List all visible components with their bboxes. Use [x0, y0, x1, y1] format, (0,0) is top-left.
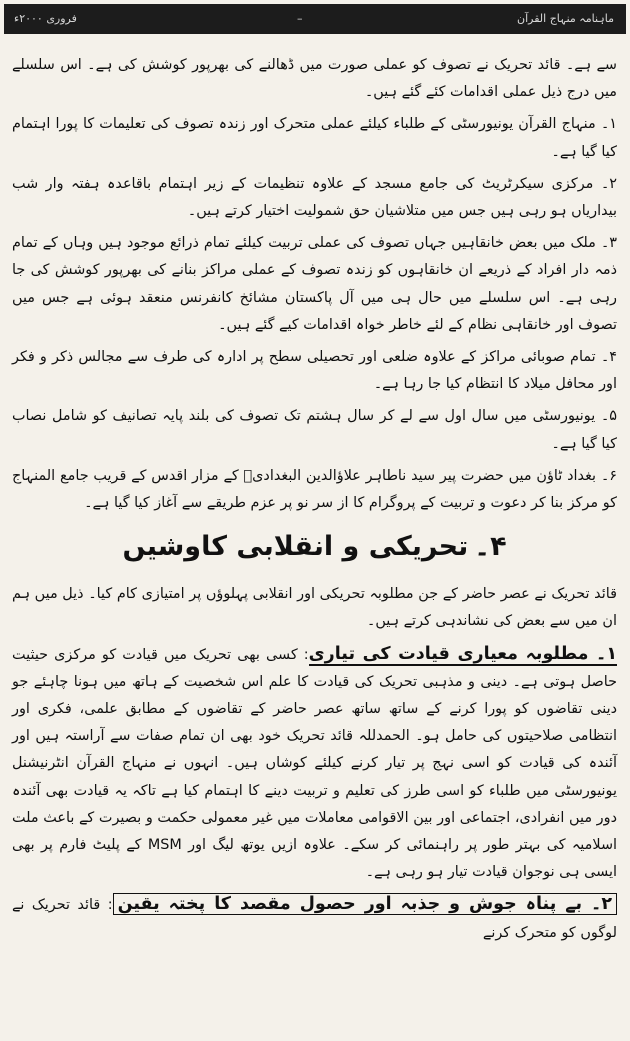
- header-magazine-name: ماہنامہ منہاج القرآن: [517, 12, 614, 25]
- list-item-3: ۳۔ ملک میں بعض خانقاہیں جہاں تصوف کی عملی تربیت کیلئے تمام ذرائع موجود ہیں وہاں کے تمام ذمہ دار افراد کے ذریعے ان خانقاہوں کو زندہ تصوف کے عملی مراکز بنانے کی بھرپور کوشش کی جا رہی ہے۔ اس سلسلے میں حال ہی میں آل پاکستان مشائخ کانفرنس منعقد ہوئی ہے جس میں تصوف اور خانقاہی نظام کے لئے خاطر خواہ اقدامات کیے گئے ہیں۔: [12, 235, 617, 333]
- subsection-2-title: ۲۔ بے پناہ جوش و جذبہ اور حصول مقصد کا پختہ یقین: [113, 893, 617, 915]
- section-intro: قائد تحریک نے عصر حاضر کے جن مطلوبہ تحریکی اور انقلابی پہلوؤں پر امتیازی کام کیا۔ ذیل میں ہم ان میں سے بعض کی نشاندہی کرتے ہیں۔: [12, 586, 617, 630]
- subsection-2: [12, 891, 617, 946]
- paragraph-intro: سے ہے۔ قائد تحریک نے تصوف کو عملی صورت میں ڈھالنے کی بھرپور کوشش کی ہے۔ اس سلسلے میں درج ذیل عملی اقدامات کئے گئے ہیں۔: [12, 57, 617, 101]
- section-title: تحریکی و انقلابی کاوشیں: [122, 531, 469, 563]
- subsection-1: [12, 641, 617, 887]
- list-item-4: ۴۔ تمام صوبائی مراکز کے علاوہ ضلعی اور تحصیلی سطح پر ادارہ کی طرف سے مجالس ذکر و فکر اور محافل میلاد کا انتظام کیا جا رہا ہے۔: [12, 349, 617, 393]
- article-body: [12, 52, 617, 952]
- list-item-1: ۱۔ منہاج القرآن یونیورسٹی کے طلباء کیلئے عملی متحرک اور زندہ تصوف کی تعلیمات کا پورا اہتمام کیا گیا ہے۔: [12, 116, 617, 160]
- subsection-1-title: ۱۔ مطلوبہ معیاری قیادت کی تیاری: [308, 643, 617, 664]
- list-item-6: ۶۔ بغداد ٹاؤن میں حضرت پیر سید ناطاہر علاؤالدین البغدادیؒ کے مزار اقدس کے قریب جامع المنہاج کو مرکز بنا کر دعوت و تربیت کے پروگرام کا از سر نو پر عزم طریقے سے آغاز کیا گیا ہے۔: [12, 467, 617, 512]
- section-heading: [12, 525, 617, 569]
- list-item-2: ۲۔ مرکزی سیکرٹریٹ کی جامع مسجد کے علاوہ تنظیمات کے زیر اہتمام باقاعدہ ہفتہ وار شب بیداریاں ہو رہی ہیں جس میں متلاشیان حق شمولیت اختیار کرتے ہیں۔: [12, 175, 617, 220]
- header-separator: –: [297, 12, 303, 25]
- header-date: فروری ۲۰۰۰ء: [14, 12, 77, 25]
- section-number: ۴۔: [474, 531, 507, 563]
- subsection-2-text: : قائد تحریک نے لوگوں کو متحرک کرنے: [12, 897, 617, 941]
- header-bar: [4, 4, 626, 34]
- list-item-5: ۵۔ یونیورسٹی میں سال اول سے لے کر سال ہشتم تک تصوف کی بلند پایہ تصانیف کو شامل نصاب کیا گیا ہے۔: [12, 408, 617, 452]
- subsection-1-text: : کسی بھی تحریک میں قیادت کو مرکزی حیثیت حاصل ہوتی ہے۔ دینی و مذہبی تحریک کی قیادت کا علم اس شخصیت کے ہاتھ میں ہونا چاہئے جو دینی تقاضوں کو پورا کرنے کے ساتھ ساتھ عصر حاضر کے تقاضوں کے مطابق علمی، فکری اور انتظامی صلاحیتوں کی حامل ہو۔ الحمدللہ قائد تحریک خود بھی ان تمام صفات سے آراستہ ہیں اور آئندہ کی قیادت کو اسی نہج پر تیار کرنے کیلئے کوشاں ہیں۔ انہوں نے منہاج القرآن انٹرنیشنل یونیورسٹی میں طلباء کو اسی طرز کی تعلیم و تربیت دینے کا اہتمام کیا ہے تاکہ یہ قیادت بھی آئندہ دور میں انفرادی، اجتماعی اور بین الاقوامی معاملات میں غیر معمولی حکمت و بصیرت کے باعث ملت اسلامیہ کی بہتر طور پر راہنمائی کر سکے۔ علاوہ ازیں یوتھ لیگ اور MSM کے پلیٹ فارم پر بھی ایسی ہی نوجوان قیادت تیار ہو رہی ہے۔: [12, 646, 617, 881]
